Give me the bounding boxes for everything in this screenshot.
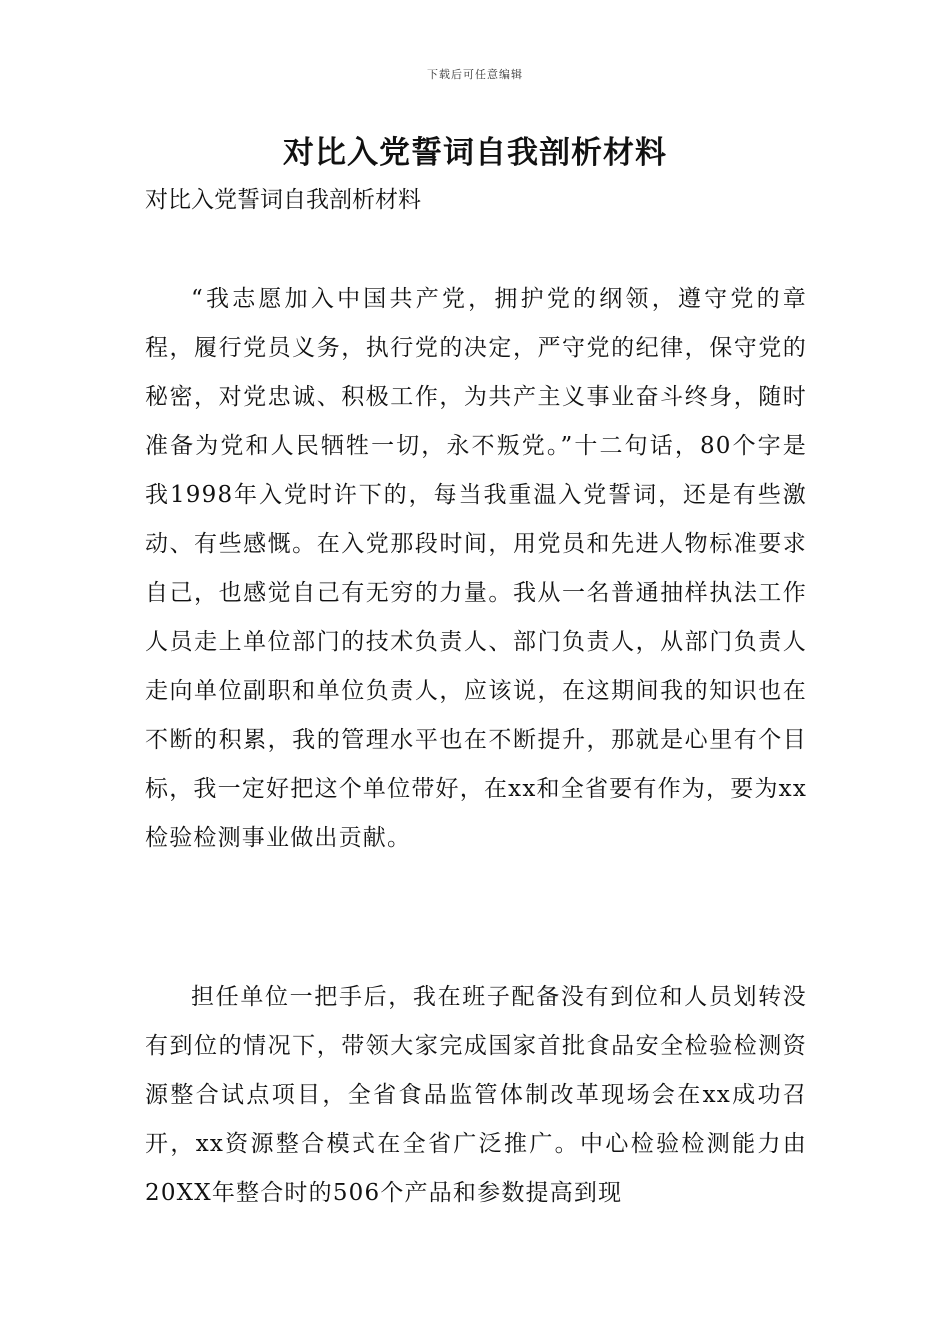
document-title: 对比入党誓词自我剖析材料 <box>283 135 667 171</box>
body-paragraph: “我志愿加入中国共产党，拥护党的纲领，遵守党的章程，履行党员义务，执行党的决定，严守党的纪律，保守党的秘密，对党忠诚、积极工作，为共产主义事业奋斗终身，随时准备为党和人民牺牲一切，永不叛党。”十二句话，80个字是我1998年入党时许下的，每当我重温入党誓词，还是有些激动、有些感慨。在入党那段时间，用党员和先进人物标准要求自己，也感觉自己有无穷的力量。我从一名普通抽样执法工作人员走上单位部门的技术负责人、部门负责人，从部门负责人走向单位副职和单位负责人，应该说，在这期间我的知识也在不断的积累，我的管理水平也在不断提升，那就是心里有个目标，我一定好把这个单位带好，在xx和全省要有作为，要为xx检验检测事业做出贡献。 <box>145 286 807 851</box>
document-subtitle: 对比入党誓词自我剖析材料 <box>145 187 421 213</box>
body-paragraph: 担任单位一把手后，我在班子配备没有到位和人员划转没有到位的情况下，带领大家完成国家首批食品安全检验检测资源整合试点项目，全省食品监管体制改革现场会在xx成功召开，xx资源整合模式在全省广泛推广。中心检验检测能力由20XX年整合时的506个产品和参数提高到现 <box>145 984 807 1206</box>
page-header-note: 下载后可任意编辑 <box>427 68 523 81</box>
